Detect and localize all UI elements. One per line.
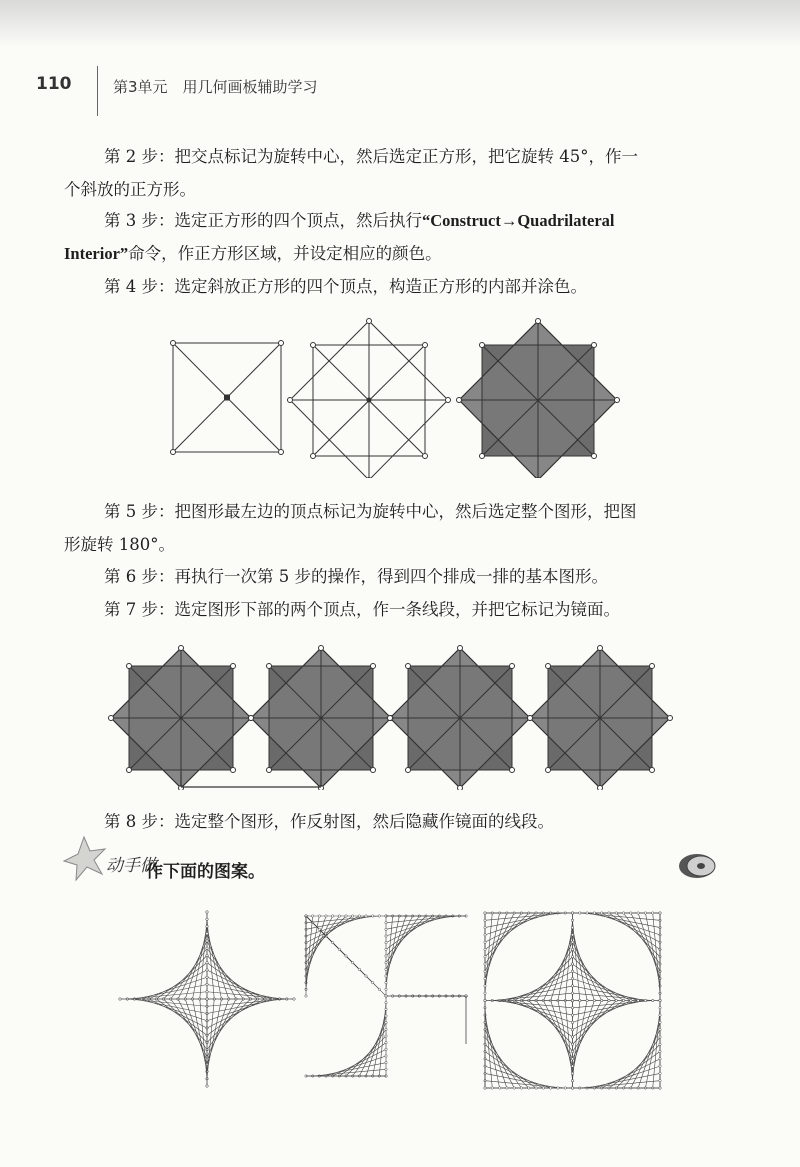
step-3-command-part-2: Interior” xyxy=(64,244,129,263)
page-number: 110 xyxy=(36,74,72,94)
step-6-paragraph xyxy=(64,560,740,593)
running-header: 第3单元 用几何画板辅助学习 xyxy=(113,78,318,96)
string-art-patterns xyxy=(0,905,800,1095)
step-7-line: 第 7 步：选定图形下部的两个顶点，作一条线段，并把它标记为镜面。 xyxy=(104,600,620,619)
star-shape xyxy=(249,646,394,791)
header-divider xyxy=(97,66,98,116)
activity-badge: 动手做 xyxy=(106,856,157,876)
overlapping-squares xyxy=(288,319,451,479)
step-2-paragraph xyxy=(64,140,740,206)
step-6-line: 第 6 步：再执行一次第 5 步的操作，得到四个排成一排的基本图形。 xyxy=(104,567,608,586)
step-5-paragraph xyxy=(64,495,740,561)
activity-title: 作下面的图案。 xyxy=(146,862,265,882)
step-5-line-1: 第 5 步：把图形最左边的顶点标记为旋转中心，然后选定整个图形，把图 xyxy=(104,502,637,521)
step-4-line: 第 4 步：选定斜放正方形的四个顶点，构造正方形的内部并涂色。 xyxy=(104,277,587,296)
step-3-line-1 xyxy=(64,204,740,237)
step-2-line-2: 个斜放的正方形。 xyxy=(64,180,196,199)
star-shape xyxy=(528,646,673,791)
construction-figure xyxy=(0,318,800,478)
page-top-band xyxy=(0,0,800,48)
step-3-command-part-1: “Construct→Quadrilateral xyxy=(422,211,615,230)
star-shape xyxy=(388,646,533,791)
step-8-paragraph xyxy=(64,805,740,838)
cd-icon xyxy=(677,852,719,880)
astroid-star-pattern xyxy=(119,911,295,1087)
quadrant-flower-pattern xyxy=(484,912,661,1089)
step-5-line-2: 形旋转 180°。 xyxy=(64,535,175,554)
step-3-text-2: 命令，作正方形区域，并设定相应的颜色。 xyxy=(128,244,442,263)
star-shape xyxy=(109,646,254,791)
step-7-paragraph xyxy=(64,593,740,626)
star-row-figure xyxy=(0,640,800,790)
step-3-text: 第 3 步：选定正方形的四个顶点，然后执行 xyxy=(104,211,422,230)
step-2-line-1: 第 2 步：把交点标记为旋转中心，然后选定正方形，把它旋转 45°，作一 xyxy=(104,147,638,166)
filled-star xyxy=(457,319,620,479)
step-3-paragraph xyxy=(64,204,740,270)
step-4-paragraph xyxy=(64,270,740,303)
step-8-line: 第 8 步：选定整个图形，作反射图，然后隐藏作镜面的线段。 xyxy=(104,812,554,831)
pinwheel-pattern xyxy=(305,915,467,1077)
step-3-line-2 xyxy=(64,237,740,270)
square-with-diagonals xyxy=(171,341,284,455)
